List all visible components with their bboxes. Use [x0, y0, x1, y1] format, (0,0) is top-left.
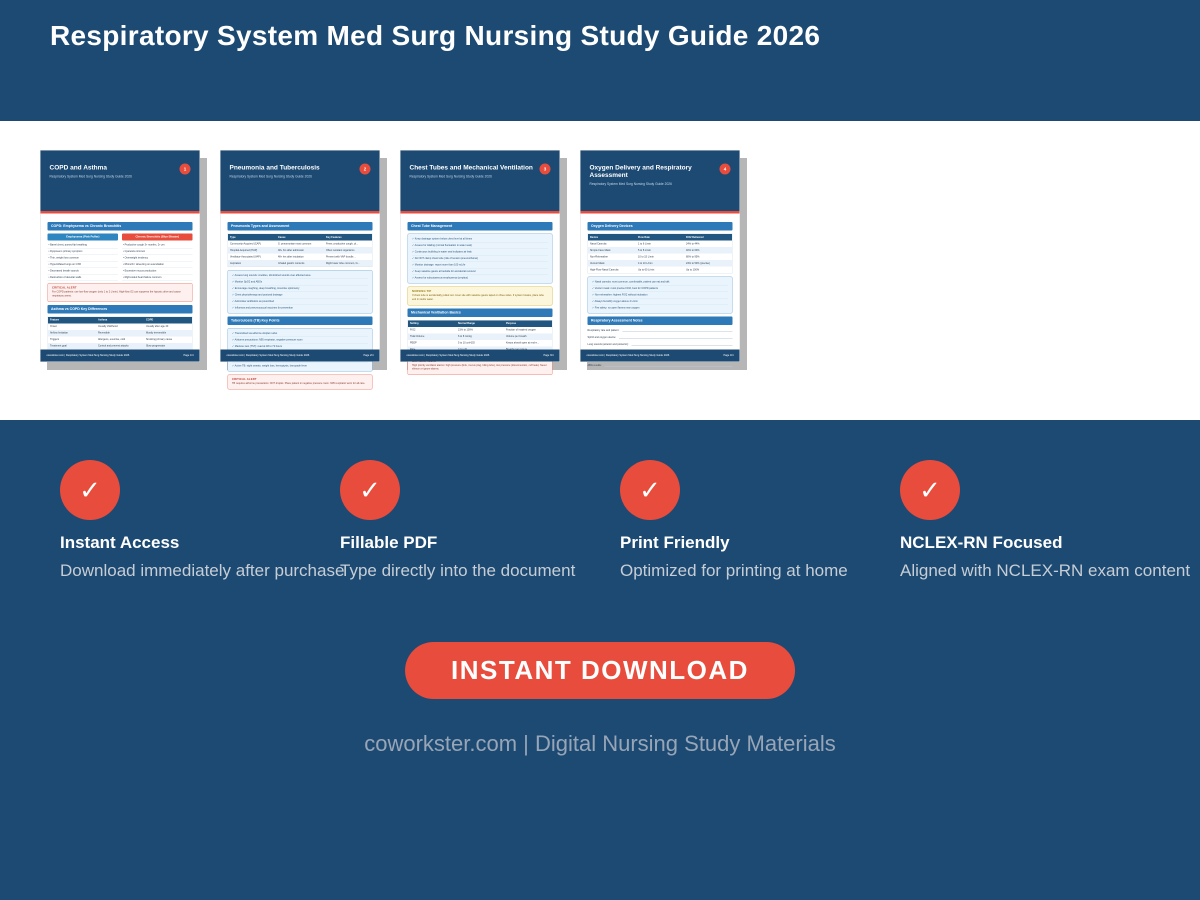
callout-title: CRITICAL ALERT [52, 286, 77, 290]
critical-alert-box [48, 283, 193, 302]
feature-title: Fillable PDF [340, 533, 438, 552]
section-header-bar: Mechanical Ventilation Basics [408, 308, 553, 317]
check-circle-icon [620, 460, 680, 520]
fill-in-blank-line [632, 343, 733, 347]
fill-in-row [588, 364, 733, 368]
table-header-cell: Normal Range [458, 322, 475, 325]
mini-document-page [220, 150, 380, 385]
table-header-cell: Asthma [98, 318, 108, 322]
table-cell: 1 to 6 L/min [638, 242, 652, 246]
checklist-panel [228, 270, 373, 314]
compare-item: • Excessive mucus production [122, 268, 193, 275]
table-cell: Reversible [98, 331, 110, 335]
table-header-cell: Feature [50, 318, 60, 322]
table-row [588, 267, 732, 274]
mini-footer-text: coworkster.com | Respiratory System Med Surg Nursing Study Guide 2026 [46, 354, 130, 357]
checklist-panel [408, 234, 553, 284]
fill-in-label: ABG results: [587, 364, 602, 367]
nursing-tip-box [408, 287, 553, 306]
check-icon: ✓ [359, 474, 381, 505]
table-cell: 48+ hrs after admission [278, 248, 305, 252]
compare-left-header: Emphysema (Pink Puffer) [48, 234, 119, 241]
table-cell: Volume per breath [506, 335, 527, 338]
checklist-panel [588, 277, 733, 314]
callout-title: CRITICAL ALERT [232, 378, 257, 381]
checklist-item: ✓ Continuous bubbling in water seal indicates air leak [412, 249, 548, 256]
table-cell: Simple Face Mask [590, 248, 611, 252]
table-cell: Tidal Volume [410, 335, 425, 338]
table-row [228, 260, 372, 267]
mini-page-header [221, 151, 380, 214]
table-header-cell: Flow Rate [638, 235, 650, 239]
check-circle-icon [900, 460, 960, 520]
check-icon: ✓ [919, 474, 941, 505]
feature-description: Download immediately after purchase [60, 561, 345, 580]
table-cell: 4 to 10 L/min [638, 261, 653, 265]
section-header-bar: Pneumonia Types and Assessment [228, 222, 373, 231]
fill-in-row [588, 329, 733, 333]
mini-page-title: Oxygen Delivery and Respiratory Assessment [589, 163, 692, 179]
feature-nclex-focused [900, 460, 1191, 581]
page-number-badge: 2 [360, 164, 371, 175]
table-cell: 6 to 8 mL/kg [458, 335, 472, 338]
table-header-cell: Type [230, 235, 236, 239]
mini-page-subtitle: Respiratory System Med Surg Nursing Study Guide 2026 [589, 182, 672, 186]
table-cell: 5 to 10 cmH2O [458, 341, 475, 345]
table-cell: Airflow limitation [50, 331, 69, 335]
table-cell: Onset [50, 325, 57, 328]
page-title: Respiratory System Med Surg Nursing Study Guide 2026 [50, 20, 821, 51]
table-cell: Up to 100% [686, 268, 700, 272]
checklist-item: ✓ Transmitted via airborne droplet nuclei [232, 331, 368, 338]
checklist-item: ✓ Assess for tidaling (normal fluctuation in water seal) [412, 243, 548, 250]
data-table [408, 320, 553, 354]
feature-title: Print Friendly [620, 533, 730, 552]
table-cell: 24% to 44% [686, 242, 700, 246]
thumbnail-gallery [0, 121, 1200, 420]
mini-page-header [581, 151, 740, 214]
check-icon: ✓ [639, 474, 661, 505]
mini-page-footer [41, 350, 200, 362]
study-guide-page-thumbnail-3 [400, 150, 560, 371]
study-guide-page-thumbnail-1 [40, 150, 200, 362]
site-tagline: coworkster.com | Digital Nursing Study Materials [364, 731, 836, 756]
table-header-cell: Key Features [326, 235, 342, 239]
table-cell: Prevent with VAP bundle... [326, 255, 356, 259]
feature-title: Instant Access [60, 533, 180, 552]
mini-footer-page-label: Page 1/4 [183, 354, 194, 357]
table-cell: PEEP [410, 341, 417, 345]
mini-footer-text: coworkster.com | Respiratory System Med Surg Nursing Study Guide 2026 [586, 354, 670, 357]
callout-title: NURSING TIP [412, 290, 432, 293]
table-cell: Treatment goal [50, 344, 67, 348]
checklist-item: ✓ Non-rebreather: highest FiO2 without intubation [592, 292, 728, 299]
table-cell: Often resistant organisms [326, 248, 355, 252]
table-cell: Control and prevent attacks [98, 344, 129, 348]
table-cell: Triggers [50, 338, 60, 341]
table-cell: High-Flow Nasal Cannula [590, 268, 619, 272]
study-guide-page-thumbnail-2 [220, 150, 380, 385]
fill-in-blank-line [605, 364, 733, 368]
feature-instant-access [60, 460, 345, 581]
data-table [588, 234, 733, 274]
fill-in-label: SpO2 and oxygen device: [587, 336, 617, 339]
mini-document-page [400, 150, 560, 371]
checklist-item: ✓ Keep drainage system below chest level at all times [412, 236, 548, 243]
mini-document-page [580, 150, 740, 367]
checklist-item: ✓ Monitor drainage: report more than 100 mL/hr [412, 262, 548, 269]
compare-item: • Barrel chest, pursed-lip breathing [48, 242, 119, 249]
table-cell: Allergens, exercise, cold [98, 338, 126, 341]
table-cell: Up to 60 L/min [638, 268, 655, 272]
callout-body: For COPD patients: use low-flow oxygen (only 1 to 2 L/min). High-flow O2 can suppress the hypoxic drive and cause respiratory arrest. [52, 290, 181, 298]
table-cell: Inhaled gastric contents [278, 261, 305, 265]
checklist-item: ✓ Always humidify oxygen above 4 L/min [592, 299, 728, 306]
callout-body: TB requires airborne precautions: NOT droplet. Place patient in negative pressure room. N95 respirator worn for all care. [232, 382, 366, 385]
table-cell: 80% to 95% [686, 255, 700, 259]
mini-page-subtitle: Respiratory System Med Surg Nursing Study Guide 2026 [409, 175, 492, 179]
table-cell: Hospital-Acquired (HAP) [230, 248, 258, 252]
page-number-badge: 3 [540, 164, 551, 175]
feature-print-friendly [620, 460, 900, 581]
section-header-bar: Respiratory Assessment Notes [588, 317, 733, 326]
mini-page-title: Pneumonia and Tuberculosis [229, 163, 320, 171]
compare-item: • Destruction of alveolar walls [48, 275, 119, 282]
compare-item: • Right-sided heart failure common [122, 275, 193, 282]
table-header-cell: Cause [278, 235, 286, 239]
compare-item: • Hyperinflated lungs on CXR [48, 262, 119, 269]
feature-fillable-pdf [340, 460, 620, 581]
table-cell: Right lower lobe common, fo... [326, 261, 360, 265]
checklist-item: ✓ Monitor SpO2 and ABGs [232, 279, 368, 286]
table-header-cell: Setting [410, 322, 419, 325]
table-cell: 10 to 15 L/min [638, 255, 654, 259]
data-table [228, 234, 373, 268]
section-header-bar: COPD: Emphysema vs Chronic Bronchitis [48, 222, 193, 231]
checklist-item: ✓ Active TB: night sweats, weight loss, hemoptysis, low-grade fever [232, 364, 307, 368]
fill-in-blank-line [622, 329, 732, 333]
check-icon: ✓ [79, 474, 101, 505]
checklist-item: ✓ Chest physiotherapy and postural drainage [232, 292, 368, 299]
checklist-item: ✓ Fire safety: no open flames near oxygen [592, 306, 640, 310]
mini-page-footer [401, 350, 560, 362]
check-circle-icon [60, 460, 120, 520]
mini-page-header [41, 151, 200, 214]
table-cell: Venturi Mask [590, 261, 605, 265]
table-header-cell: FiO2 Delivered [686, 235, 704, 239]
fill-in-blank-line [619, 336, 732, 340]
compare-columns [48, 234, 193, 282]
table-cell: Keeps alveoli open at end-e... [506, 341, 540, 345]
feature-description: Optimized for printing at home [620, 561, 848, 580]
compare-item: • Cyanosis common [122, 249, 193, 256]
checklist-item: ✓ Keep vaseline gauze at bedside for accidental removal [412, 269, 548, 276]
table-cell: S. pneumoniae most common [278, 242, 312, 246]
feature-title: NCLEX-RN Focused [900, 533, 1063, 552]
checklist-item: ✓ Assess for subcutaneous emphysema (crepitus) [412, 276, 469, 280]
table-cell: Mostly irreversible [146, 331, 167, 335]
table-cell: Non-Rebreather [590, 255, 608, 259]
check-circle-icon [340, 460, 400, 520]
mini-page-content [41, 216, 200, 350]
page-number-badge: 1 [180, 164, 191, 175]
table-cell: Smoking primary cause [146, 338, 173, 341]
compare-item: • Decreased breath sounds [48, 268, 119, 275]
mini-page-title: Chest Tubes and Mechanical Ventilation [409, 163, 533, 171]
feature-description: Aligned with NCLEX-RN exam content [900, 561, 1191, 580]
critical-alert-box [228, 375, 373, 390]
hero-banner [0, 0, 1200, 121]
fill-in-row [588, 343, 733, 347]
mini-document-page [40, 150, 200, 362]
page-number-badge: 4 [720, 164, 731, 175]
checklist-item: ✓ Do NOT clamp chest tube (risk of tension pneumothorax) [412, 256, 548, 263]
mini-footer-page-label: Page 3/4 [543, 354, 554, 357]
mini-page-footer [221, 350, 380, 362]
table-cell: Slow progression [146, 344, 166, 348]
table-header-cell: Device [590, 235, 599, 239]
table-cell: 40% to 60% [686, 248, 700, 252]
instant-download-button[interactable]: INSTANT DOWNLOAD [405, 642, 795, 699]
mini-footer-text: coworkster.com | Respiratory System Med Surg Nursing Study Guide 2026 [406, 354, 490, 357]
fill-in-label: Lung sounds (anterior and posterior): [587, 343, 629, 346]
section-header-bar: Asthma vs COPD Key Differences [48, 305, 193, 314]
feature-description: Type directly into the document [340, 561, 576, 580]
compare-right-header: Chronic Bronchitis (Blue Bloater) [122, 234, 193, 241]
table-cell: Aspiration [230, 261, 242, 265]
table-cell: Nasal Cannula [590, 242, 607, 246]
callout-body: High priority ventilator alarms: high pressure (kink, mucus plug, biting tube), low pressure (disconnection, cuff leak). Never silence or ignore alarms. [412, 363, 547, 371]
checklist-item: ✓ Assess lung sounds: crackles, diminished sounds over affected area [232, 273, 368, 280]
table-cell: Ventilator-Associated (VAP) [230, 255, 261, 259]
checklist-item: ✓ Influenza and pneumococcal vaccines for prevention [232, 306, 294, 310]
table-header-cell: COPD [146, 318, 154, 322]
mini-page-footer [581, 350, 740, 362]
table-cell: 21% to 100% [458, 328, 473, 332]
compare-right-column [122, 234, 193, 282]
compare-left-column [48, 234, 119, 282]
mini-page-title: COPD and Asthma [49, 163, 108, 171]
section-header-bar: Tuberculosis (TB) Key Points [228, 317, 373, 326]
table-cell: 5 to 8 L/min [638, 248, 652, 252]
table-cell: Community-Acquired (CAP) [230, 242, 261, 246]
compare-item: • Thin, weight loss common [48, 255, 119, 262]
mini-footer-text: coworkster.com | Respiratory System Med Surg Nursing Study Guide 2026 [226, 354, 310, 357]
table-cell: 48+ hrs after intubation [278, 255, 304, 259]
mini-page-subtitle: Respiratory System Med Surg Nursing Study Guide 2026 [229, 175, 312, 179]
callout-body: If chest tube is accidentally pulled out: cover site with vaseline gauze taped on three sides. If system breaks, place tube end in sterile water. [412, 294, 544, 301]
compare-item: • Overweight tendency [122, 255, 193, 262]
study-guide-page-thumbnail-4 [580, 150, 740, 367]
checklist-item: ✓ Airborne precautions: N95 respirator, negative pressure room [232, 337, 368, 344]
mini-page-header [401, 151, 560, 214]
section-header-bar: Oxygen Delivery Devices [588, 222, 733, 231]
compare-item: • Productive cough 3+ months, 2+ yrs [122, 242, 193, 249]
checklist-item: ✓ Mantoux test (TST): read at 48 to 72 hours [232, 344, 368, 351]
section-header-bar: Chest Tube Management [408, 222, 553, 231]
features-section [0, 420, 1200, 900]
table-cell: Usually after age 40 [146, 325, 169, 328]
checklist-item: ✓ Administer antibiotics as prescribed [232, 299, 368, 306]
compare-item: • Dyspnea is primary symptom [48, 249, 119, 256]
checklist-item: ✓ Venturi mask: most precise FiO2, best for COPD patients [592, 286, 728, 293]
mini-page-subtitle: Respiratory System Med Surg Nursing Study Guide 2026 [49, 175, 132, 179]
checklist-item: ✓ Nasal cannula: most common, comfortable, patient can eat and talk [592, 279, 728, 286]
mini-footer-page-label: Page 2/4 [363, 354, 374, 357]
table-cell: Fraction of inspired oxygen [506, 328, 537, 332]
mini-footer-page-label: Page 4/4 [723, 354, 734, 357]
fill-in-label: Respiratory rate and pattern: [587, 329, 620, 332]
table-header-cell: Purpose [506, 322, 517, 325]
compare-item: • Rhonchi / wheezing on auscultation [122, 262, 193, 269]
fill-in-row [588, 336, 733, 340]
table-cell: 24% to 50% (precise) [686, 261, 710, 265]
table-cell: Fever, productive cough, pl... [326, 242, 359, 246]
table-cell: FiO2 [410, 328, 416, 332]
checklist-item: ✓ Encourage coughing, deep breathing, incentive spirometry [232, 286, 368, 293]
table-cell: Usually childhood [98, 325, 118, 328]
